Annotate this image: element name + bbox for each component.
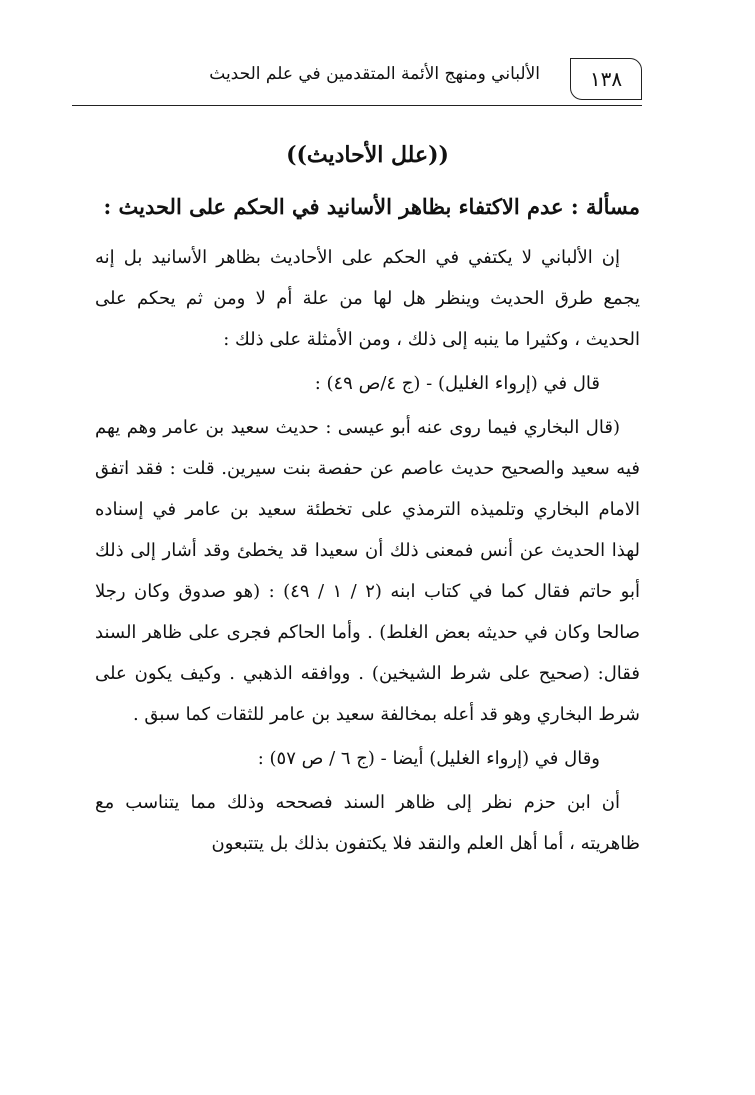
quote1-intro: قال في (إرواء الغليل) - (ج ٤/ص ٤٩) : [314, 373, 600, 394]
quote2-intro: وقال في (إرواء الغليل) أيضا - (ج ٦ / ص ٥٧) : [257, 748, 600, 769]
intro-paragraph: إن الألباني لا يكتفي في الحكم على الأحاديث بظاهر الأسانيد بل إنه يجمع طرق الحديث وينظر هل لها من علة أم لا ومن ثم يحكم على الحديث ، وكثيرا ما ينبه إلى ذلك ، ومن الأمثلة على ذلك : [95, 247, 640, 350]
running-title: الألباني ومنهج الأئمة المتقدمين في علم الحديث [209, 64, 540, 84]
header-rule [72, 105, 642, 106]
page-body [95, 142, 640, 867]
page-header [72, 52, 642, 108]
section-title: ((علل الأحاديث)) [286, 142, 449, 168]
page-number: ١٣٨ [570, 58, 642, 100]
quote1-paragraph: (قال البخاري فيما روى عنه أبو عيسى : حديث سعيد بن عامر وهم يهم فيه سعيد والصحيح حديث عاصم عن حفصة بنت سيرين. قلت : فقد اتفق الامام البخاري وتلميذه الترمذي على تخطئة سعيد بن عامر في إسناده لهذا الحديث عن أنس فمعنى ذلك أن سعيدا قد يخطئ وقد أشار إلى ذلك أبو حاتم فقال كما في كتاب ابنه (٢ / ١ / ٤٩) : (هو صدوق وكان رجلا صالحا وكان في حديثه بعض الغلط) . وأما الحاكم فجرى على ظاهر السند فقال: (صحيح على شرط الشيخين) . ووافقه الذهبي . وكيف يكون على شرط البخاري وهو قد أعله بمخالفة سعيد بن عامر للثقات كما سبق . [95, 417, 640, 725]
issue-heading: مسألة : عدم الاكتفاء بظاهر الأسانيد في الحكم على الحديث : [103, 194, 640, 219]
quote2-paragraph: أن ابن حزم نظر إلى ظاهر السند فصححه وذلك مما يتناسب مع ظاهريته ، أما أهل العلم والنقد فلا يكتفون بذلك بل يتتبعون [95, 792, 640, 854]
